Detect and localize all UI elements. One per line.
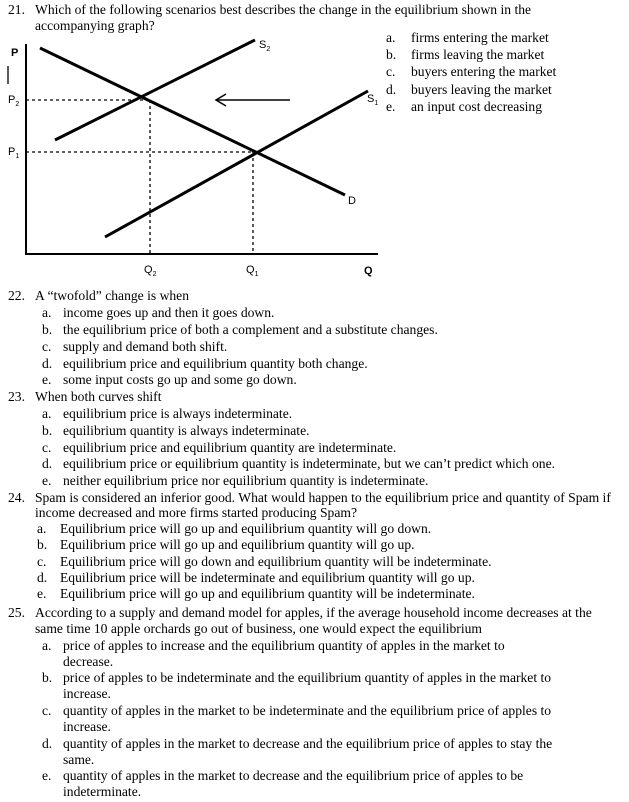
option-letter: d. (42, 456, 53, 471)
s1-label: $S_1$ (367, 93, 379, 107)
option-text-line2: decrease. (63, 654, 114, 669)
option-letter: b. (42, 670, 53, 685)
option-text-line2: indeterminate. (63, 784, 142, 799)
option-text-line1: quantity of apples in the market to decrease and the equilibrium price of apples to be (63, 768, 524, 783)
question-text: A “twofold” change is when (35, 288, 190, 303)
q2-label: $Q_2$ (144, 264, 157, 278)
question-text-line1: Which of the following scenarios best describes the change in the equilibrium shown in the (35, 2, 532, 17)
option-letter: b. (42, 322, 53, 337)
question-text-line1: According to a supply and demand model for apples, if the average household income decreases at the (35, 605, 592, 620)
option-text: Equilibrium price will go up and equilibrium quantity will go up. (60, 537, 415, 552)
option-text: equilibrium price or equilibrium quantity is indeterminate, but we can’t predict which one. (63, 456, 556, 471)
option-letter: a. (42, 638, 52, 653)
question-number: 22. (8, 288, 25, 303)
option-text-line1: price of apples to be indeterminate and the equilibrium quantity of apples in the market to (63, 670, 552, 685)
option-text: Equilibrium price will go up and equilibrium quantity will be indeterminate. (60, 586, 475, 601)
option-letter: c. (42, 440, 52, 455)
option-text: Equilibrium price will go up and equilibrium quantity will go down. (60, 521, 432, 536)
option-letter: e. (386, 99, 396, 114)
question-text-line2: accompanying graph? (35, 18, 155, 33)
p1-label: $P_1$ (8, 146, 20, 160)
option-text: firms entering the market (411, 30, 549, 45)
option-text: supply and demand both shift. (63, 339, 228, 354)
option-letter: d. (386, 82, 397, 97)
question-number: 23. (8, 389, 25, 404)
option-text: income goes up and then it goes down. (63, 305, 275, 320)
option-letter: a. (42, 305, 52, 320)
option-text: some input costs go up and some go down. (63, 372, 297, 387)
option-text: buyers leaving the market (411, 82, 552, 97)
option-letter: c. (386, 64, 396, 79)
option-text: Equilibrium price will go down and equilibrium quantity will be indeterminate. (60, 554, 492, 569)
question-text-line1: Spam is considered an inferior good. What would happen to the equilibrium price and quantity of Spam if (35, 490, 611, 505)
option-letter: d. (37, 570, 48, 585)
option-letter: e. (42, 372, 52, 387)
question-number: 21. (8, 2, 25, 17)
option-letter: d. (42, 736, 53, 751)
option-letter: b. (37, 537, 48, 552)
option-letter: a. (37, 521, 47, 536)
option-text: equilibrium price is always indeterminate. (63, 406, 293, 421)
option-letter: c. (42, 339, 52, 354)
option-text: equilibrium price and equilibrium quantity are indeterminate. (63, 440, 397, 455)
s2-label: $S_2$ (259, 39, 271, 53)
option-text: equilibrium price and equilibrium quantity both change. (63, 356, 368, 371)
option-text-line1: quantity of apples in the market to be indeterminate and the equilibrium price of apples to (63, 703, 552, 718)
supply-demand-graph (0, 36, 380, 286)
option-text-line1: quantity of apples in the market to decrease and the equilibrium price of apples to stay the (63, 736, 553, 751)
question-text: When both curves shift (35, 389, 162, 404)
option-text: Equilibrium price will be indeterminate and equilibrium quantity will go up. (60, 570, 475, 585)
option-letter: e. (42, 768, 52, 783)
option-text-line1: price of apples to increase and the equilibrium quantity of apples in the market to (63, 638, 505, 653)
question-text-line2: same time 10 apple orchards go out of business, one would expect the equilibrium (35, 621, 482, 636)
option-letter: b. (386, 47, 397, 62)
option-letter: e. (42, 473, 52, 488)
option-letter: a. (42, 406, 52, 421)
question-number: 24. (8, 490, 25, 505)
option-text: an input cost decreasing (411, 99, 542, 114)
x-axis-label: Q (364, 265, 373, 277)
option-text-line2: same. (63, 752, 95, 767)
supply-curve-s1 (105, 91, 368, 237)
option-text: buyers entering the market (411, 64, 557, 79)
option-text: firms leaving the market (411, 47, 545, 62)
option-letter: b. (42, 423, 53, 438)
question-number: 25. (8, 605, 25, 620)
question-text-line2: income decreased and more firms started producing Spam? (35, 505, 357, 520)
option-letter: c. (37, 554, 47, 569)
option-text-line2: increase. (63, 686, 111, 701)
q1-label: $Q_1$ (246, 264, 259, 278)
p2-label: $P_2$ (8, 94, 20, 108)
option-letter: a. (386, 30, 396, 45)
option-text: neither equilibrium price nor equilibrium quantity is indeterminate. (63, 473, 429, 488)
supply-curve-s2 (55, 40, 255, 140)
option-text: the equilibrium price of both a complement and a substitute changes. (63, 322, 438, 337)
option-letter: d. (42, 356, 53, 371)
option-text-line2: increase. (63, 719, 111, 734)
d-label: D (348, 195, 356, 207)
y-axis-label: P (11, 47, 19, 59)
option-letter: e. (37, 586, 47, 601)
option-text: equilibrium quantity is always indeterminate. (63, 423, 310, 438)
option-letter: c. (42, 703, 52, 718)
